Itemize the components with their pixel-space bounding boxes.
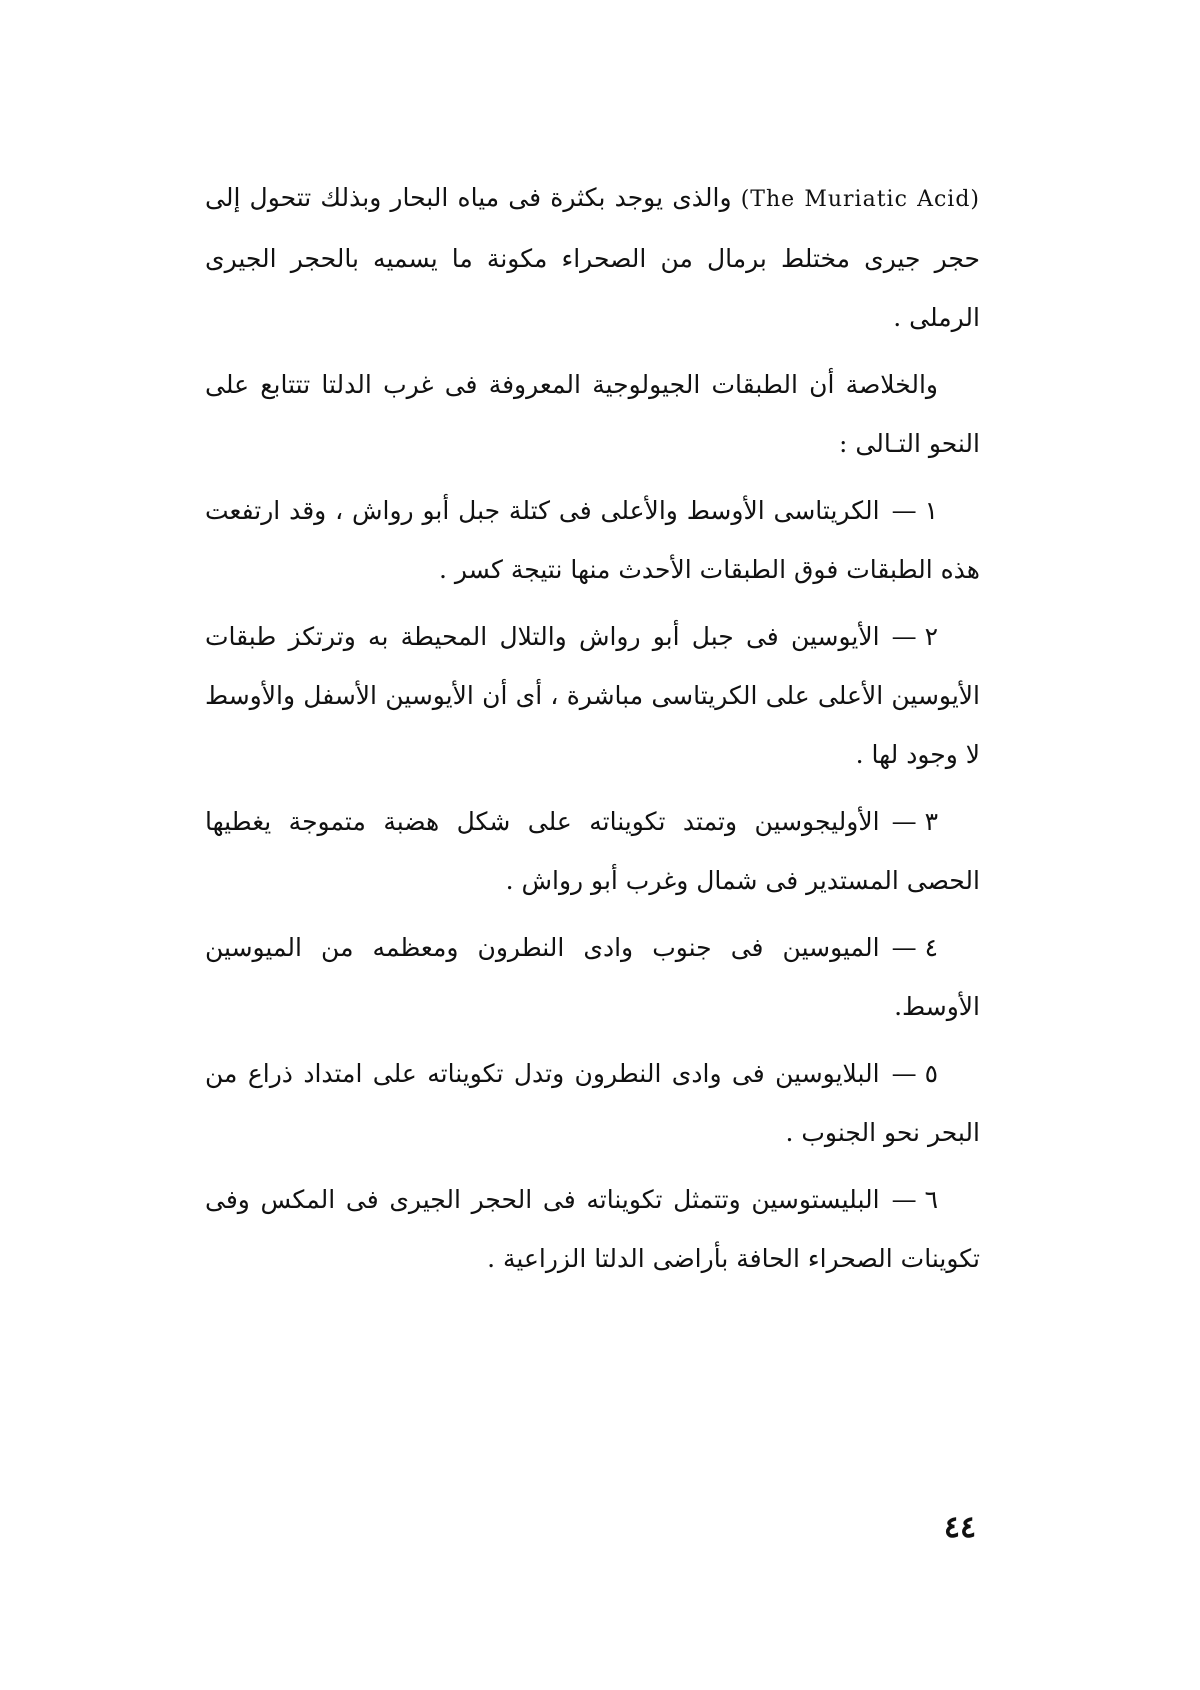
intro-paragraph [205, 168, 980, 347]
page-number: ٤٤ [943, 1510, 977, 1545]
body-text [205, 168, 980, 1296]
list-item [205, 1044, 980, 1162]
item-text: البليستوسين وتتمثل تكويناته فى الحجر الجيرى فى المكس وفى تكوينات الصحراء الحافة بأراضى الدلتا الزراعية . [205, 1185, 980, 1273]
item-text: الكريتاسى الأوسط والأعلى فى كتلة جبل أبو رواش ، وقد ارتفعت هذه الطبقات فوق الطبقات الأحدث منها نتيجة كسر . [205, 496, 980, 584]
item-number: ٥ [924, 1059, 938, 1088]
summary-paragraph: والخلاصة أن الطبقات الجيولوجية المعروفة فى غرب الدلتا تتتابع على النحو التـالى : [205, 370, 980, 458]
item-dash: — [891, 1059, 917, 1088]
item-dash: — [891, 933, 917, 962]
item-number: ١ [924, 496, 938, 525]
item-text: الأوليجوسين وتمتد تكويناته على شكل هضبة متموجة يغطيها الحصى المستدير فى شمال وغرب أبو رواش . [205, 807, 980, 895]
acid-name: (The Muriatic Acid) [740, 187, 981, 212]
item-dash: — [891, 496, 917, 525]
item-text: الأيوسين فى جبل أبو رواش والتلال المحيطة به وترتكز طبقات الأيوسين الأعلى على الكريتاسى مباشرة ، أى أن الأيوسين الأسفل والأوسط لا وجود لها . [205, 622, 980, 769]
item-text: البلايوسين فى وادى النطرون وتدل تكويناته على امتداد ذراع من البحر نحو الجنوب . [205, 1059, 980, 1147]
list-item [205, 481, 980, 599]
item-number: ٦ [924, 1185, 938, 1214]
list-item [205, 918, 980, 1036]
item-dash: — [891, 1185, 917, 1214]
item-number: ٢ [924, 622, 938, 651]
list-item [205, 1170, 980, 1288]
item-number: ٣ [924, 807, 938, 836]
item-dash: — [891, 807, 917, 836]
list-item [205, 792, 980, 910]
list-item [205, 607, 980, 784]
item-dash: — [891, 622, 917, 651]
item-number: ٤ [924, 933, 938, 962]
intro-text: والذى يوجد بكثرة فى مياه البحار وبذلك تتحول إلى حجر جيرى مختلط برمال من الصحراء مكونة ما يسميه بالحجر الجيرى الرملى . [205, 183, 980, 332]
item-text: الميوسين فى جنوب وادى النطرون ومعظمه من الميوسين الأوسط. [205, 933, 980, 1021]
